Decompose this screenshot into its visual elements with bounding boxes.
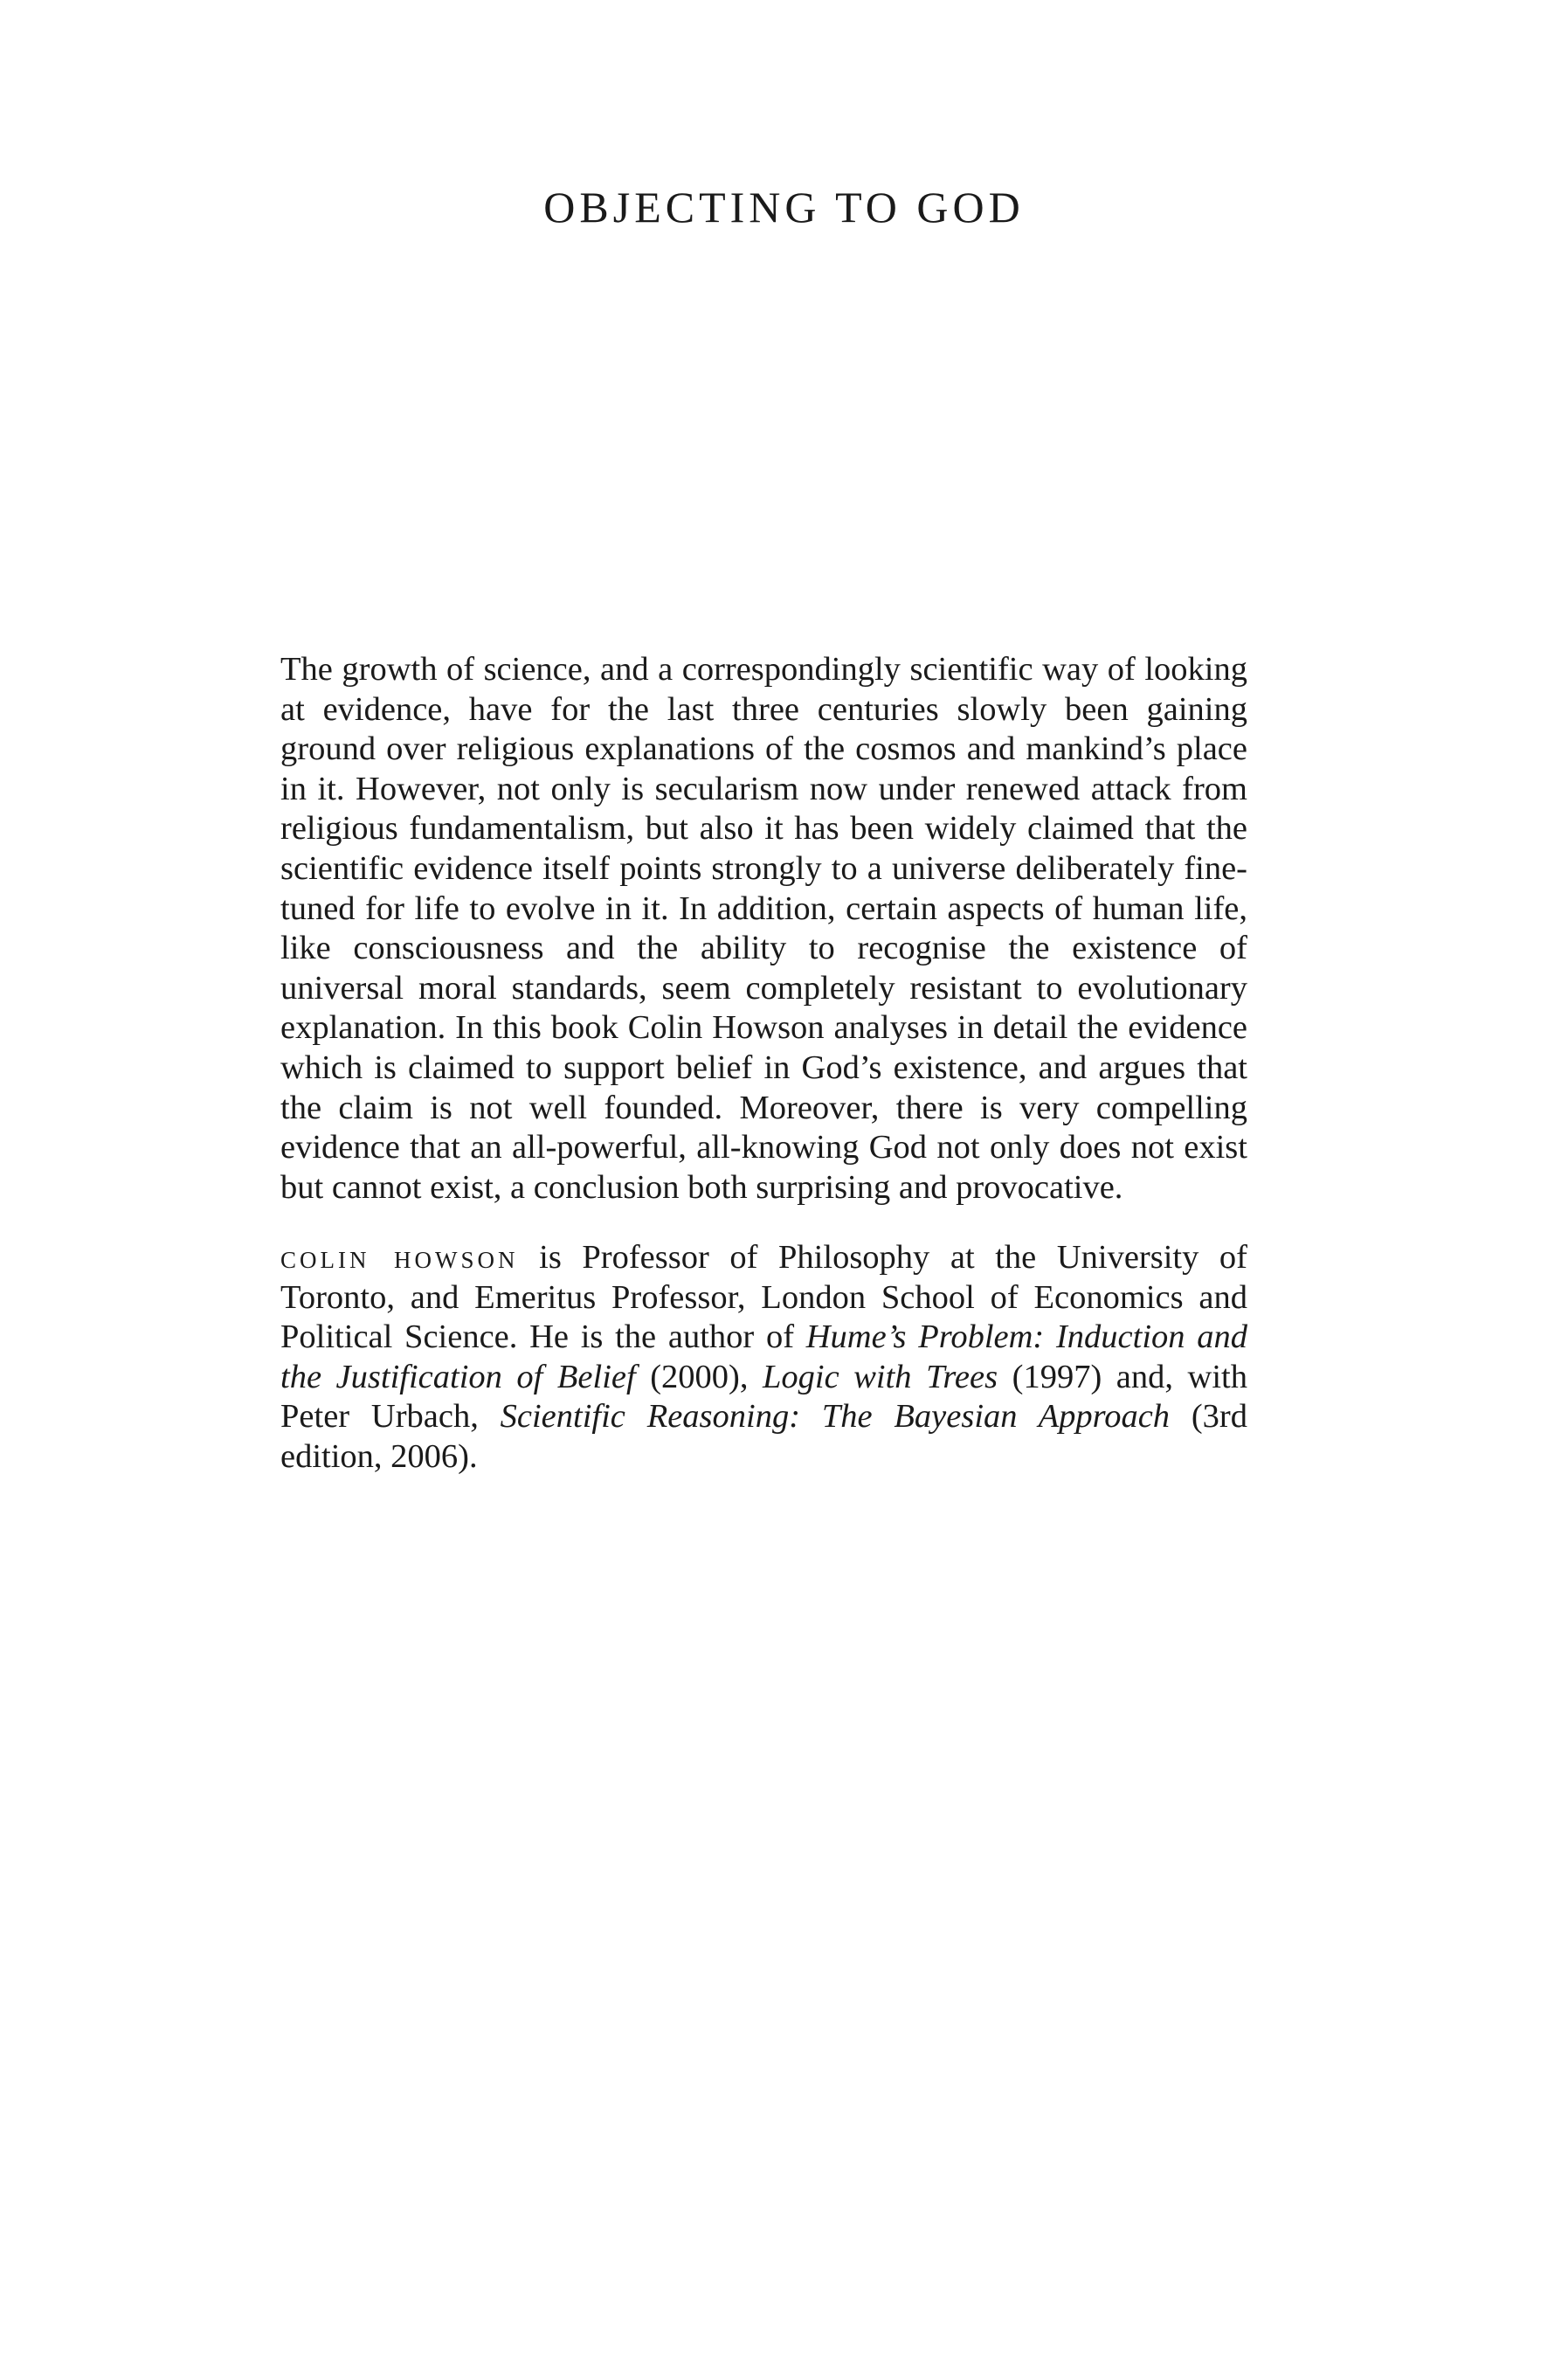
book-title: OBJECTING TO GOD	[543, 183, 1025, 232]
author-name: colin howson	[280, 1239, 519, 1276]
bio-work-title-3: Scientific Reasoning: The Bayesian Approach	[500, 1398, 1171, 1436]
bio-text-3: (1997) and, with Peter Urbach,	[280, 1358, 1247, 1436]
bio-work-title-2: Logic with Trees	[763, 1358, 998, 1395]
bio-text-1: is Professor of Philosophy at the University of Toronto, and Emeritus Professor, London School of Economics and Political Science. He is the author of	[280, 1239, 1248, 1356]
book-blurb: The growth of science, and a correspondingly scientific way of looking at evidence, have for the last three centuries slowly been gaining ground over religious explanations of the cosmos and mankind’s place in it. However, not only is secularism now under renewed attack from religious fundamentalism, but also it has been widely claimed that the scientific evidence itself points strongly to a universe deliberately fine-tuned for life to evolve in it. In addition, certain aspects of human life, like consciousness and the ability to recognise the existence of universal moral standards, seem completely resistant to evolutionary explanation. In this book Colin Howson analyses in detail the evidence which is claimed to support belief in God’s existence, and argues that the claim is not well founded. Moreover, there is very compelling evidence that an all-powerful, all-knowing God not only does not exist but cannot exist, a conclusion both surprising and provocative.	[280, 651, 1247, 1206]
author-bio	[280, 1238, 1247, 1478]
bio-text-2: (2000),	[635, 1358, 763, 1395]
bio-work-title-1: Hume’s Problem: Induction and the Justification of Belief	[280, 1318, 1247, 1395]
bio-text-4: (3rd edition, 2006).	[280, 1398, 1247, 1475]
